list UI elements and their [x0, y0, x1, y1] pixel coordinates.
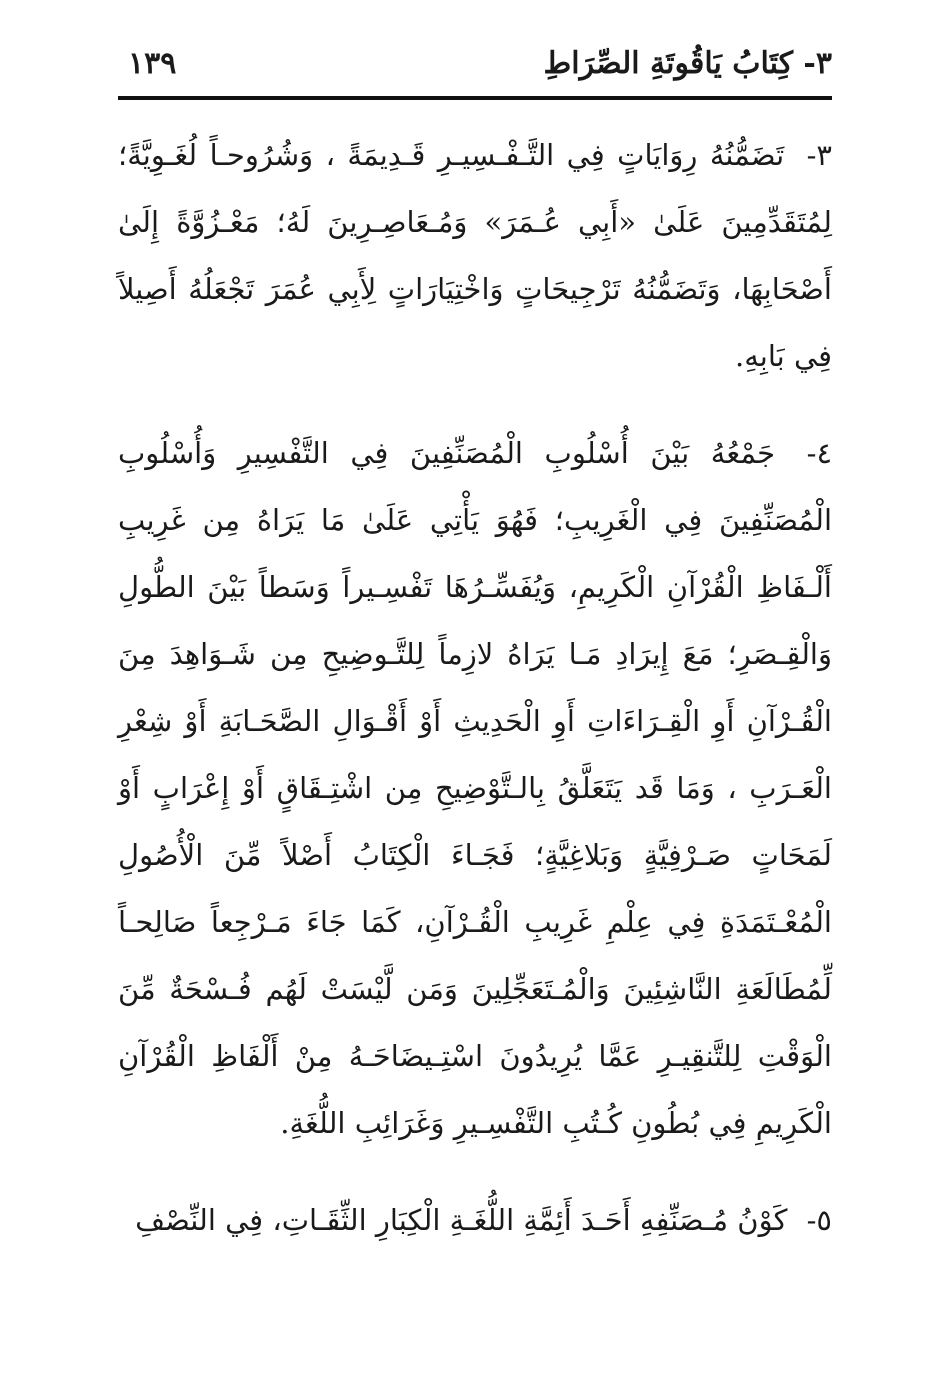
page-header: [118, 42, 832, 92]
paragraph-number: ٥-: [806, 1203, 832, 1237]
paragraph-number: ٣-: [806, 138, 832, 172]
paragraph-text: تَضَمُّنُهُ رِوَايَاتٍ فِي التَّـفْـسِيـرِ قَـدِيمَةً ، وَشُرُوحـاً لُغَـوِيَّةً؛ لِمُتَقَدِّمِينَ عَلَىٰ «أَبِي عُـمَرَ» وَمُـعَاصِـرِينَ لَهُ؛ مَعْـزُوَّةً إِلَىٰ أَصْحَابِهَا، وَتَضَمُّنُهُ تَرْجِيحَاتٍ وَاخْتِيَارَاتٍ لِأَبِي عُمَرَ تَجْعَلُهُ أَصِيلاً فِي بَابِهِ.: [118, 138, 832, 373]
paragraph-text: جَمْعُهُ بَيْنَ أُسْلُوبِ الْمُصَنِّفِينَ فِي التَّفْسِيرِ وَأُسْلُوبِ الْمُصَنِّفِينَ فِي الْغَرِيبِ؛ فَهُوَ يَأْتِي عَلَىٰ مَا يَرَاهُ مِن غَرِيبِ أَلْـفَاظِ الْقُرْآنِ الْكَرِيمِ، وَيُفَسِّـرُهَا تَفْسِـيراً وَسَطاً بَيْنَ الطُّولِ وَالْقِـصَرِ؛ مَعَ إِيرَادِ مَـا يَرَاهُ لازِماً لِلتَّـوضِيحِ مِن شَـوَاهِدَ مِنَ الْقُـرْآنِ أَوِ الْقِـرَاءَاتِ أَوِ الْحَدِيثِ أَوْ أَقْـوَالِ الصَّحَـابَةِ أَوْ شِعْرِ الْعَـرَبِ ، وَمَا قَد يَتَعَلَّقُ بِالـتَّوْضِيحِ مِن اشْتِـقَاقٍ أَوْ إِعْرَابٍ أَوْ لَمَحَاتٍ صَـرْفِيَّةٍ وَبَلاغِيَّةٍ؛ فَجَـاءَ الْكِتَابُ أَصْلاً مِّنَ الْأُصُولِ الْمُعْـتَمَدَةِ فِي عِلْمِ غَرِيبِ الْقُـرْآنِ، كَمَا جَاءَ مَـرْجِعاً صَالِحـاً لِّمُطَالَعَةِ النَّاشِئِينَ وَالْمُـتَعَجِّلِينَ وَمَن لَّيْسَتْ لَهُم فُـسْحَةٌ مِّنَ الْوَقْتِ لِلتَّنقِيـرِ عَمَّا يُرِيدُونَ اسْتِـيضَاحَـهُ مِنْ أَلْفَاظِ الْقُرْآنِ الْكَرِيمِ فِي بُطُونِ كُـتُبِ التَّفْسِـيرِ وَغَرَائِبِ اللُّغَةِ.: [118, 436, 833, 1140]
header-divider: [118, 96, 832, 100]
running-title: ٣- كِتَابُ يَاقُوتَةِ الصِّرَاطِ: [543, 46, 832, 81]
paragraph-item-5: [118, 1187, 832, 1254]
paragraph-item-3: [118, 122, 832, 390]
paragraph-item-4: [118, 420, 832, 1157]
page-number: ١٣٩: [128, 46, 177, 81]
body-text: [118, 122, 832, 1284]
paragraph-text: كَوْنُ مُـصَنِّفِهِ أَحَـدَ أَئِمَّةِ اللُّغَـةِ الْكِبَارِ الثِّقَـاتِ، فِي النِّصْفِ: [135, 1203, 788, 1237]
paragraph-number: ٤-: [806, 436, 833, 470]
